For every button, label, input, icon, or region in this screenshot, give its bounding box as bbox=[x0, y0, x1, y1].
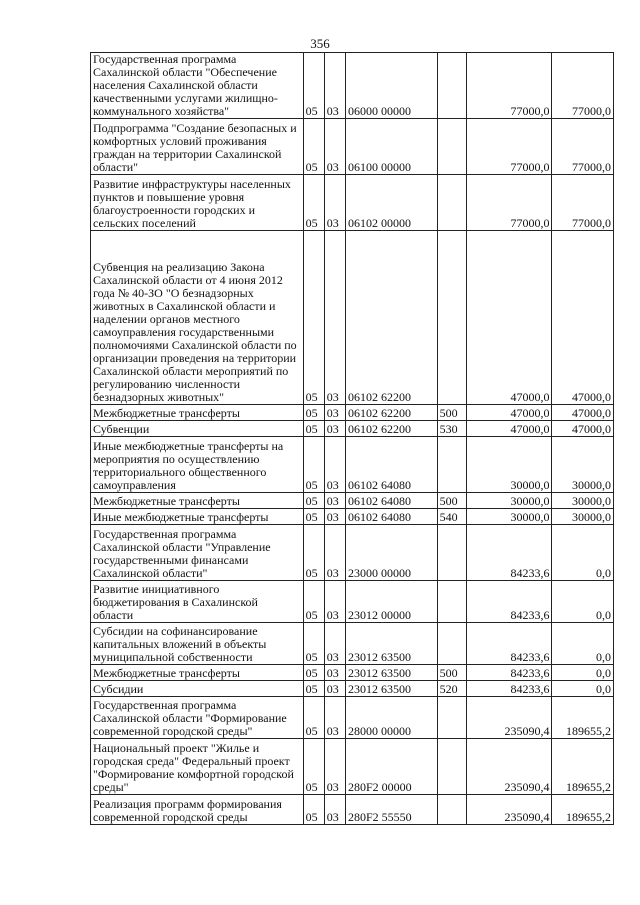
amount-year-2: 77000,0 bbox=[552, 175, 614, 231]
row-name: Развитие инфраструктуры населенных пунктов и повышение уровня благоустроенности городских и сельских поселений bbox=[91, 175, 304, 231]
target-article-code: 06102 64080 bbox=[345, 437, 437, 493]
section-code: 05 bbox=[303, 681, 324, 697]
row-name: Межбюджетные трансферты bbox=[91, 405, 304, 421]
target-article-code: 28000 00000 bbox=[345, 697, 437, 739]
subsection-code: 03 bbox=[324, 231, 345, 405]
amount-year-2: 47000,0 bbox=[552, 421, 614, 437]
amount-year-2: 30000,0 bbox=[552, 437, 614, 493]
subsection-code: 03 bbox=[324, 405, 345, 421]
subsection-code: 03 bbox=[324, 697, 345, 739]
row-name: Межбюджетные трансферты bbox=[91, 665, 304, 681]
expense-type-code bbox=[437, 581, 466, 623]
table-row bbox=[91, 231, 614, 405]
section-code: 05 bbox=[303, 421, 324, 437]
amount-year-2: 47000,0 bbox=[552, 405, 614, 421]
row-name: Реализация программ формирования современной городской среды bbox=[91, 795, 304, 825]
target-article-code: 06000 00000 bbox=[345, 53, 437, 119]
row-name: Субсидии bbox=[91, 681, 304, 697]
subsection-code: 03 bbox=[324, 623, 345, 665]
expense-type-code bbox=[437, 119, 466, 175]
amount-year-2: 0,0 bbox=[552, 623, 614, 665]
table-row bbox=[91, 175, 614, 231]
subsection-code: 03 bbox=[324, 665, 345, 681]
row-name: Национальный проект "Жилье и городская среда" Федеральный проект "Формирование комфортной городской среды" bbox=[91, 739, 304, 795]
amount-year-1: 84233,6 bbox=[466, 681, 552, 697]
target-article-code: 06102 62200 bbox=[345, 231, 437, 405]
amount-year-1: 235090,4 bbox=[466, 795, 552, 825]
target-article-code: 23012 63500 bbox=[345, 665, 437, 681]
row-name: Межбюджетные трансферты bbox=[91, 493, 304, 509]
section-code: 05 bbox=[303, 53, 324, 119]
section-code: 05 bbox=[303, 581, 324, 623]
amount-year-2: 47000,0 bbox=[552, 231, 614, 405]
amount-year-1: 77000,0 bbox=[466, 175, 552, 231]
amount-year-1: 235090,4 bbox=[466, 697, 552, 739]
amount-year-1: 30000,0 bbox=[466, 509, 552, 525]
table-row bbox=[91, 581, 614, 623]
target-article-code: 280F2 55550 bbox=[345, 795, 437, 825]
section-code: 05 bbox=[303, 509, 324, 525]
table-row bbox=[91, 739, 614, 795]
section-code: 05 bbox=[303, 665, 324, 681]
amount-year-2: 0,0 bbox=[552, 681, 614, 697]
subsection-code: 03 bbox=[324, 437, 345, 493]
amount-year-1: 84233,6 bbox=[466, 581, 552, 623]
section-code: 05 bbox=[303, 437, 324, 493]
table-row bbox=[91, 493, 614, 509]
target-article-code: 06102 64080 bbox=[345, 509, 437, 525]
table-row bbox=[91, 681, 614, 697]
table-row bbox=[91, 421, 614, 437]
row-name: Государственная программа Сахалинской области "Управление государственными финансами Сахалинской области" bbox=[91, 525, 304, 581]
table-row bbox=[91, 509, 614, 525]
expense-type-code bbox=[437, 739, 466, 795]
expense-type-code: 530 bbox=[437, 421, 466, 437]
expense-type-code bbox=[437, 231, 466, 405]
target-article-code: 23000 00000 bbox=[345, 525, 437, 581]
subsection-code: 03 bbox=[324, 175, 345, 231]
table-row bbox=[91, 405, 614, 421]
amount-year-1: 84233,6 bbox=[466, 665, 552, 681]
expense-type-code bbox=[437, 437, 466, 493]
expense-type-code: 500 bbox=[437, 405, 466, 421]
budget-table bbox=[90, 52, 614, 825]
amount-year-1: 77000,0 bbox=[466, 53, 552, 119]
amount-year-2: 77000,0 bbox=[552, 53, 614, 119]
section-code: 05 bbox=[303, 175, 324, 231]
amount-year-2: 0,0 bbox=[552, 581, 614, 623]
target-article-code: 06102 00000 bbox=[345, 175, 437, 231]
section-code: 05 bbox=[303, 119, 324, 175]
expense-type-code: 520 bbox=[437, 681, 466, 697]
row-name: Государственная программа Сахалинской области "Формирование современной городской среды" bbox=[91, 697, 304, 739]
amount-year-1: 84233,6 bbox=[466, 525, 552, 581]
amount-year-1: 30000,0 bbox=[466, 437, 552, 493]
expense-type-code bbox=[437, 697, 466, 739]
amount-year-1: 235090,4 bbox=[466, 739, 552, 795]
amount-year-1: 47000,0 bbox=[466, 231, 552, 405]
amount-year-2: 189655,2 bbox=[552, 739, 614, 795]
table-row bbox=[91, 623, 614, 665]
subsection-code: 03 bbox=[324, 421, 345, 437]
section-code: 05 bbox=[303, 739, 324, 795]
subsection-code: 03 bbox=[324, 509, 345, 525]
row-name: Субвенции bbox=[91, 421, 304, 437]
target-article-code: 23012 63500 bbox=[345, 623, 437, 665]
table-row bbox=[91, 525, 614, 581]
target-article-code: 06100 00000 bbox=[345, 119, 437, 175]
amount-year-2: 189655,2 bbox=[552, 697, 614, 739]
amount-year-1: 47000,0 bbox=[466, 421, 552, 437]
target-article-code: 23012 63500 bbox=[345, 681, 437, 697]
table-row bbox=[91, 665, 614, 681]
row-name: Государственная программа Сахалинской области "Обеспечение населения Сахалинской области качественными услугами жилищно-коммунального хозяйства" bbox=[91, 53, 304, 119]
amount-year-1: 77000,0 bbox=[466, 119, 552, 175]
section-code: 05 bbox=[303, 525, 324, 581]
expense-type-code: 500 bbox=[437, 493, 466, 509]
expense-type-code: 540 bbox=[437, 509, 466, 525]
row-name: Субвенция на реализацию Закона Сахалинской области от 4 июня 2012 года № 40-ЗО "О безнадзорных животных в Сахалинской области и наделении органов местного самоуправления государственными полномочиями Сахалинской области по организации проведения на территории Сахалинской области мероприятий по регулированию численности безнадзорных животных" bbox=[91, 231, 304, 405]
section-code: 05 bbox=[303, 493, 324, 509]
amount-year-2: 0,0 bbox=[552, 665, 614, 681]
amount-year-2: 30000,0 bbox=[552, 509, 614, 525]
amount-year-2: 189655,2 bbox=[552, 795, 614, 825]
expense-type-code bbox=[437, 623, 466, 665]
table-row bbox=[91, 697, 614, 739]
section-code: 05 bbox=[303, 623, 324, 665]
expense-type-code bbox=[437, 795, 466, 825]
target-article-code: 06102 62200 bbox=[345, 405, 437, 421]
subsection-code: 03 bbox=[324, 581, 345, 623]
amount-year-1: 84233,6 bbox=[466, 623, 552, 665]
subsection-code: 03 bbox=[324, 525, 345, 581]
target-article-code: 280F2 00000 bbox=[345, 739, 437, 795]
amount-year-1: 47000,0 bbox=[466, 405, 552, 421]
expense-type-code bbox=[437, 525, 466, 581]
expense-type-code bbox=[437, 53, 466, 119]
amount-year-2: 0,0 bbox=[552, 525, 614, 581]
section-code: 05 bbox=[303, 231, 324, 405]
amount-year-2: 30000,0 bbox=[552, 493, 614, 509]
subsection-code: 03 bbox=[324, 493, 345, 509]
target-article-code: 06102 62200 bbox=[345, 421, 437, 437]
row-name: Подпрограмма "Создание безопасных и комфортных условий проживания граждан на территории Сахалинской области" bbox=[91, 119, 304, 175]
section-code: 05 bbox=[303, 795, 324, 825]
subsection-code: 03 bbox=[324, 795, 345, 825]
subsection-code: 03 bbox=[324, 739, 345, 795]
subsection-code: 03 bbox=[324, 681, 345, 697]
target-article-code: 23012 00000 bbox=[345, 581, 437, 623]
section-code: 05 bbox=[303, 697, 324, 739]
row-name: Иные межбюджетные трансферты bbox=[91, 509, 304, 525]
row-name: Развитие инициативного бюджетирования в Сахалинской области bbox=[91, 581, 304, 623]
subsection-code: 03 bbox=[324, 53, 345, 119]
target-article-code: 06102 64080 bbox=[345, 493, 437, 509]
expense-type-code: 500 bbox=[437, 665, 466, 681]
subsection-code: 03 bbox=[324, 119, 345, 175]
row-name: Иные межбюджетные трансферты на мероприятия по осуществлению территориального общественного самоуправления bbox=[91, 437, 304, 493]
amount-year-1: 30000,0 bbox=[466, 493, 552, 509]
table-row bbox=[91, 53, 614, 119]
table-row bbox=[91, 437, 614, 493]
expense-type-code bbox=[437, 175, 466, 231]
page-number: 356 bbox=[310, 36, 330, 51]
row-name: Субсидии на софинансирование капитальных вложений в объекты муниципальной собственности bbox=[91, 623, 304, 665]
section-code: 05 bbox=[303, 405, 324, 421]
table-row bbox=[91, 119, 614, 175]
table-row bbox=[91, 795, 614, 825]
amount-year-2: 77000,0 bbox=[552, 119, 614, 175]
